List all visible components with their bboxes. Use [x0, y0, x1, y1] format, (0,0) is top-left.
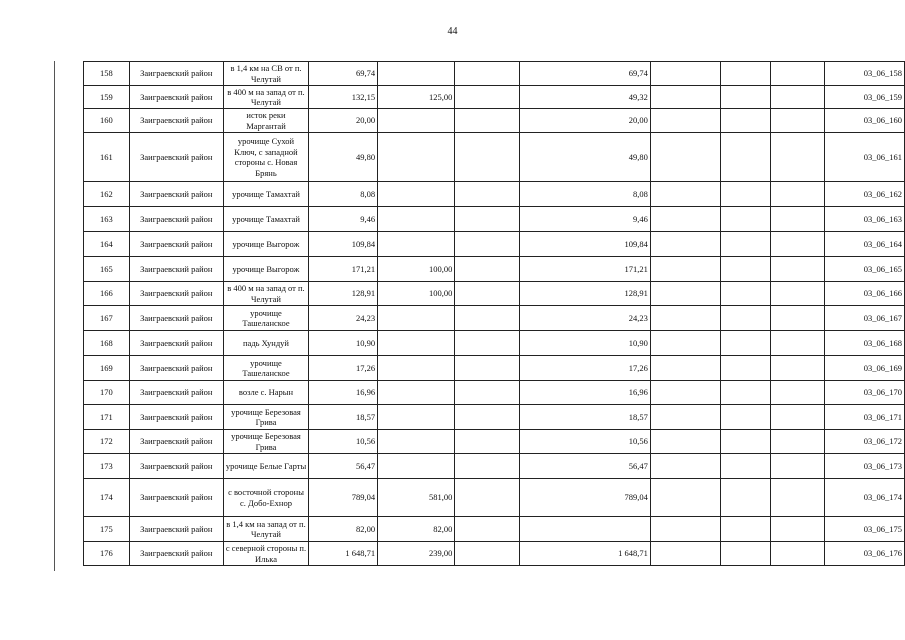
- value-cell-4: 17,26: [519, 356, 650, 381]
- value-cell-7: [770, 306, 824, 331]
- value-cell-4: 109,84: [519, 232, 650, 257]
- location-cell: урочище Сухой Ключ, с западной стороны с. Новая Брянь: [223, 133, 308, 182]
- value-cell-6: [720, 381, 770, 405]
- value-cell-4: 789,04: [519, 479, 650, 517]
- district-cell: Заиграевский район: [129, 62, 223, 86]
- value-cell-5: [650, 517, 720, 542]
- table-row: [84, 306, 905, 331]
- district-cell: Заиграевский район: [129, 381, 223, 405]
- value-cell-7: [770, 182, 824, 207]
- table-body: [84, 62, 905, 566]
- district-cell: Заиграевский район: [129, 517, 223, 542]
- location-cell: урочище Тамахтай: [223, 182, 308, 207]
- value-cell-4: 69,74: [519, 62, 650, 86]
- value-cell-7: [770, 109, 824, 133]
- row-number: 171: [84, 405, 130, 430]
- value-cell-5: [650, 331, 720, 356]
- value-cell-2: [378, 182, 455, 207]
- value-cell-2: 82,00: [378, 517, 455, 542]
- location-cell: урочище Тамахтай: [223, 207, 308, 232]
- value-cell-1: 82,00: [309, 517, 378, 542]
- value-cell-4: 171,21: [519, 257, 650, 282]
- value-cell-1: 16,96: [309, 381, 378, 405]
- table-row: [84, 282, 905, 306]
- value-cell-4: [519, 517, 650, 542]
- value-cell-2: [378, 430, 455, 454]
- code-cell: 03_06_158: [824, 62, 904, 86]
- value-cell-5: [650, 356, 720, 381]
- value-cell-4: 1 648,71: [519, 542, 650, 566]
- location-cell: урочище Выгорож: [223, 257, 308, 282]
- value-cell-4: 20,00: [519, 109, 650, 133]
- district-cell: Заиграевский район: [129, 454, 223, 479]
- row-number: 174: [84, 479, 130, 517]
- code-cell: 03_06_167: [824, 306, 904, 331]
- value-cell-5: [650, 381, 720, 405]
- district-cell: Заиграевский район: [129, 232, 223, 257]
- value-cell-3: [455, 62, 519, 86]
- value-cell-6: [720, 542, 770, 566]
- value-cell-1: 109,84: [309, 232, 378, 257]
- value-cell-5: [650, 109, 720, 133]
- code-cell: 03_06_162: [824, 182, 904, 207]
- table-row: [84, 405, 905, 430]
- code-cell: 03_06_173: [824, 454, 904, 479]
- district-cell: Заиграевский район: [129, 86, 223, 109]
- value-cell-1: 56,47: [309, 454, 378, 479]
- row-number: 170: [84, 381, 130, 405]
- row-number: 165: [84, 257, 130, 282]
- value-cell-2: [378, 381, 455, 405]
- value-cell-2: 239,00: [378, 542, 455, 566]
- value-cell-1: 789,04: [309, 479, 378, 517]
- value-cell-1: 10,90: [309, 331, 378, 356]
- value-cell-6: [720, 257, 770, 282]
- row-number: 176: [84, 542, 130, 566]
- code-cell: 03_06_163: [824, 207, 904, 232]
- value-cell-3: [455, 282, 519, 306]
- location-cell: исток реки Маргантай: [223, 109, 308, 133]
- value-cell-6: [720, 405, 770, 430]
- row-number: 166: [84, 282, 130, 306]
- value-cell-7: [770, 62, 824, 86]
- table-row: [84, 62, 905, 86]
- value-cell-5: [650, 306, 720, 331]
- value-cell-6: [720, 207, 770, 232]
- district-cell: Заиграевский район: [129, 356, 223, 381]
- table-row: [84, 331, 905, 356]
- value-cell-2: [378, 331, 455, 356]
- table-row: [84, 542, 905, 566]
- value-cell-2: [378, 356, 455, 381]
- value-cell-3: [455, 232, 519, 257]
- value-cell-3: [455, 257, 519, 282]
- value-cell-2: 100,00: [378, 282, 455, 306]
- value-cell-1: 10,56: [309, 430, 378, 454]
- value-cell-5: [650, 282, 720, 306]
- value-cell-7: [770, 207, 824, 232]
- value-cell-3: [455, 133, 519, 182]
- value-cell-5: [650, 182, 720, 207]
- data-table: [83, 61, 905, 566]
- value-cell-6: [720, 356, 770, 381]
- value-cell-4: 9,46: [519, 207, 650, 232]
- value-cell-3: [455, 479, 519, 517]
- row-number: 164: [84, 232, 130, 257]
- value-cell-6: [720, 331, 770, 356]
- row-number: 158: [84, 62, 130, 86]
- code-cell: 03_06_174: [824, 479, 904, 517]
- value-cell-2: [378, 62, 455, 86]
- value-cell-5: [650, 232, 720, 257]
- district-cell: Заиграевский район: [129, 182, 223, 207]
- value-cell-6: [720, 282, 770, 306]
- district-cell: Заиграевский район: [129, 306, 223, 331]
- value-cell-5: [650, 207, 720, 232]
- code-cell: 03_06_166: [824, 282, 904, 306]
- location-cell: урочище Выгорож: [223, 232, 308, 257]
- value-cell-3: [455, 86, 519, 109]
- value-cell-7: [770, 542, 824, 566]
- value-cell-7: [770, 133, 824, 182]
- district-cell: Заиграевский район: [129, 133, 223, 182]
- value-cell-6: [720, 62, 770, 86]
- value-cell-7: [770, 479, 824, 517]
- value-cell-7: [770, 232, 824, 257]
- value-cell-1: 8,08: [309, 182, 378, 207]
- table-row: [84, 517, 905, 542]
- row-number: 169: [84, 356, 130, 381]
- code-cell: 03_06_176: [824, 542, 904, 566]
- value-cell-1: 171,21: [309, 257, 378, 282]
- table-row: [84, 257, 905, 282]
- value-cell-1: 9,46: [309, 207, 378, 232]
- value-cell-5: [650, 454, 720, 479]
- table-row: [84, 381, 905, 405]
- value-cell-2: 100,00: [378, 257, 455, 282]
- value-cell-1: 49,80: [309, 133, 378, 182]
- value-cell-1: 1 648,71: [309, 542, 378, 566]
- row-number: 175: [84, 517, 130, 542]
- district-cell: Заиграевский район: [129, 282, 223, 306]
- value-cell-3: [455, 454, 519, 479]
- value-cell-3: [455, 331, 519, 356]
- value-cell-5: [650, 133, 720, 182]
- district-cell: Заиграевский район: [129, 542, 223, 566]
- value-cell-2: [378, 306, 455, 331]
- table-row: [84, 109, 905, 133]
- value-cell-4: 49,32: [519, 86, 650, 109]
- value-cell-2: 125,00: [378, 86, 455, 109]
- table-row: [84, 207, 905, 232]
- value-cell-4: 18,57: [519, 405, 650, 430]
- value-cell-1: 69,74: [309, 62, 378, 86]
- district-cell: Заиграевский район: [129, 430, 223, 454]
- value-cell-2: [378, 405, 455, 430]
- value-cell-7: [770, 517, 824, 542]
- value-cell-2: [378, 133, 455, 182]
- district-cell: Заиграевский район: [129, 109, 223, 133]
- location-cell: урочище Ташеланское: [223, 356, 308, 381]
- table-row: [84, 133, 905, 182]
- value-cell-1: 17,26: [309, 356, 378, 381]
- value-cell-3: [455, 182, 519, 207]
- row-number: 162: [84, 182, 130, 207]
- value-cell-3: [455, 207, 519, 232]
- table-row: [84, 182, 905, 207]
- location-cell: урочище Березовая Грива: [223, 405, 308, 430]
- value-cell-4: 56,47: [519, 454, 650, 479]
- value-cell-4: 24,23: [519, 306, 650, 331]
- value-cell-2: 581,00: [378, 479, 455, 517]
- district-cell: Заиграевский район: [129, 331, 223, 356]
- value-cell-2: [378, 109, 455, 133]
- value-cell-6: [720, 454, 770, 479]
- location-cell: урочище Белые Гарты: [223, 454, 308, 479]
- margin-line: [54, 61, 55, 571]
- location-cell: в 1,4 км на СВ от п. Челутай: [223, 62, 308, 86]
- location-cell: в 400 м на запад от п. Челутай: [223, 86, 308, 109]
- value-cell-3: [455, 356, 519, 381]
- value-cell-5: [650, 430, 720, 454]
- value-cell-2: [378, 454, 455, 479]
- location-cell: в 400 м на запад от п. Челутай: [223, 282, 308, 306]
- code-cell: 03_06_161: [824, 133, 904, 182]
- value-cell-7: [770, 454, 824, 479]
- row-number: 172: [84, 430, 130, 454]
- code-cell: 03_06_164: [824, 232, 904, 257]
- district-cell: Заиграевский район: [129, 405, 223, 430]
- code-cell: 03_06_171: [824, 405, 904, 430]
- value-cell-6: [720, 479, 770, 517]
- row-number: 161: [84, 133, 130, 182]
- district-cell: Заиграевский район: [129, 479, 223, 517]
- value-cell-3: [455, 306, 519, 331]
- row-number: 163: [84, 207, 130, 232]
- value-cell-2: [378, 232, 455, 257]
- code-cell: 03_06_172: [824, 430, 904, 454]
- value-cell-7: [770, 331, 824, 356]
- location-cell: с восточной стороны с. Добо-Ехнор: [223, 479, 308, 517]
- value-cell-3: [455, 405, 519, 430]
- row-number: 167: [84, 306, 130, 331]
- value-cell-4: 10,56: [519, 430, 650, 454]
- value-cell-5: [650, 86, 720, 109]
- location-cell: урочище Ташеланское: [223, 306, 308, 331]
- value-cell-1: 18,57: [309, 405, 378, 430]
- value-cell-7: [770, 430, 824, 454]
- code-cell: 03_06_175: [824, 517, 904, 542]
- value-cell-6: [720, 517, 770, 542]
- value-cell-7: [770, 405, 824, 430]
- code-cell: 03_06_168: [824, 331, 904, 356]
- value-cell-2: [378, 207, 455, 232]
- location-cell: урочище Березовая Грива: [223, 430, 308, 454]
- page-number: 44: [447, 26, 458, 37]
- value-cell-3: [455, 381, 519, 405]
- code-cell: 03_06_160: [824, 109, 904, 133]
- row-number: 160: [84, 109, 130, 133]
- value-cell-7: [770, 381, 824, 405]
- location-cell: падь Хундуй: [223, 331, 308, 356]
- value-cell-5: [650, 542, 720, 566]
- table-row: [84, 479, 905, 517]
- value-cell-6: [720, 306, 770, 331]
- value-cell-3: [455, 430, 519, 454]
- row-number: 173: [84, 454, 130, 479]
- code-cell: 03_06_165: [824, 257, 904, 282]
- code-cell: 03_06_159: [824, 86, 904, 109]
- location-cell: с северной стороны п. Илька: [223, 542, 308, 566]
- value-cell-4: 16,96: [519, 381, 650, 405]
- value-cell-4: 10,90: [519, 331, 650, 356]
- table-row: [84, 232, 905, 257]
- district-cell: Заиграевский район: [129, 257, 223, 282]
- value-cell-3: [455, 542, 519, 566]
- value-cell-6: [720, 86, 770, 109]
- value-cell-5: [650, 257, 720, 282]
- value-cell-6: [720, 430, 770, 454]
- value-cell-1: 132,15: [309, 86, 378, 109]
- value-cell-5: [650, 479, 720, 517]
- value-cell-7: [770, 282, 824, 306]
- row-number: 159: [84, 86, 130, 109]
- value-cell-5: [650, 62, 720, 86]
- value-cell-3: [455, 517, 519, 542]
- value-cell-1: 128,91: [309, 282, 378, 306]
- location-cell: возле с. Нарын: [223, 381, 308, 405]
- value-cell-6: [720, 232, 770, 257]
- row-number: 168: [84, 331, 130, 356]
- value-cell-1: 24,23: [309, 306, 378, 331]
- value-cell-3: [455, 109, 519, 133]
- table-row: [84, 356, 905, 381]
- value-cell-5: [650, 405, 720, 430]
- value-cell-6: [720, 133, 770, 182]
- location-cell: в 1,4 км на запад от п. Челутай: [223, 517, 308, 542]
- table-row: [84, 430, 905, 454]
- value-cell-4: 128,91: [519, 282, 650, 306]
- table-row: [84, 454, 905, 479]
- value-cell-6: [720, 182, 770, 207]
- district-cell: Заиграевский район: [129, 207, 223, 232]
- value-cell-7: [770, 356, 824, 381]
- value-cell-6: [720, 109, 770, 133]
- code-cell: 03_06_170: [824, 381, 904, 405]
- value-cell-7: [770, 86, 824, 109]
- table-row: [84, 86, 905, 109]
- value-cell-1: 20,00: [309, 109, 378, 133]
- code-cell: 03_06_169: [824, 356, 904, 381]
- value-cell-4: 49,80: [519, 133, 650, 182]
- value-cell-7: [770, 257, 824, 282]
- value-cell-4: 8,08: [519, 182, 650, 207]
